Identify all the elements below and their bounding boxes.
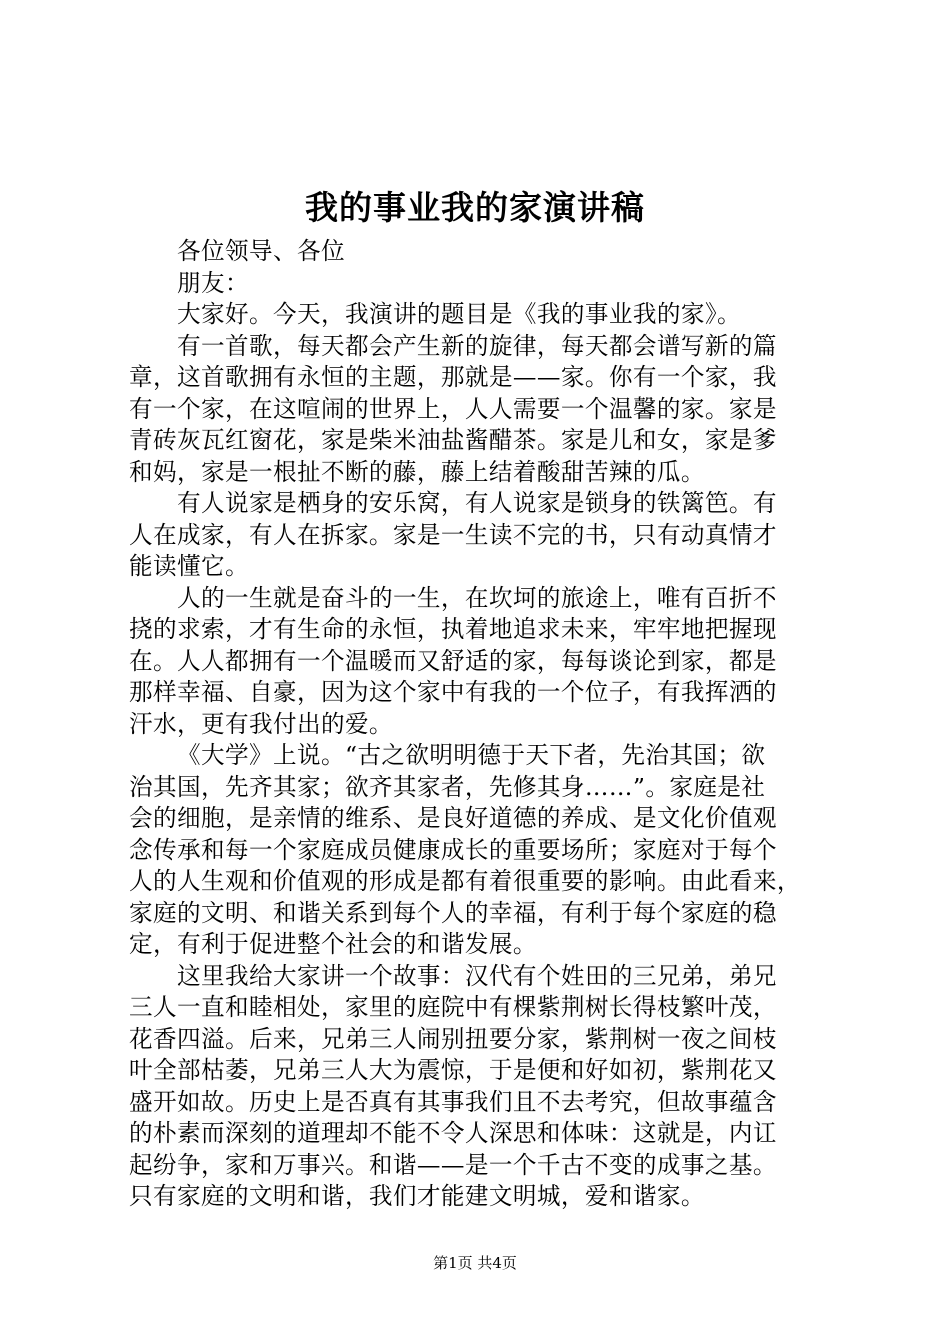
text-line: 念传承和每一个家庭成员健康成长的重要场所；家庭对于每个 [129,835,777,864]
text-line: 人的人生观和价值观的形成是都有着很重要的影响。由此看来， [129,867,801,895]
text-line: 治其国，先齐其家；欲齐其家者，先修其身……”。家庭是社 [129,772,766,801]
document-body [129,236,833,1213]
text-line: 汗水，更有我付出的爱。 [129,709,393,738]
text-line: 能读懂它。 [129,552,249,580]
text-line: 大家好。今天，我演讲的题目是《我的事业我的家》。 [177,300,742,328]
text-line: 挠的求索，才有生命的永恒，执着地追求未来，牢牢地把握现 [129,615,777,643]
text-line: 定，有利于促进整个社会的和谐发展。 [129,930,537,958]
text-line: 会的细胞，是亲情的维系、是良好道德的养成、是文化价值观 [129,804,777,832]
text-line: 人的一生就是奋斗的一生，在坎坷的旅途上，唯有百折不 [177,583,777,612]
text-line: 这里我给大家讲一个故事：汉代有个姓田的三兄弟，弟兄 [177,961,777,990]
text-line: 人在成家，有人在拆家。家是一生读不完的书，只有动真情才 [129,520,777,549]
text-line: 花香四溢。后来，兄弟三人闹别扭要分家，紫荆树一夜之间枝 [129,1024,777,1053]
text-line: 三人一直和睦相处，家里的庭院中有棵紫荆树长得枝繁叶茂， [129,993,777,1021]
text-line: 那样幸福、自豪，因为这个家中有我的一个位子，有我挥洒的 [129,678,777,706]
page-title: 我的事业我的家演讲稿 [305,188,645,227]
text-line: 青砖灰瓦红窗花，家是柴米油盐酱醋茶。家是儿和女，家是爹 [129,426,777,454]
text-line: 只有家庭的文明和谐，我们才能建文明城，爱和谐家。 [129,1182,705,1210]
text-line: 《大学》上说。“古之欲明明德于天下者，先治其国；欲 [177,741,766,769]
text-line: 在。人人都拥有一个温暖而又舒适的家，每每谈论到家，都是 [129,646,777,675]
text-line: 起纷争，家和万事兴。和谐——是一个千古不变的成事之基。 [129,1150,777,1179]
text-line: 朋友： [177,268,249,297]
text-line: 的朴素而深刻的道理却不能不令人深思和体味：这就是，内讧 [129,1119,777,1147]
text-line: 和妈，家是一根扯不断的藤，藤上结着酸甜苦辣的瓜。 [129,457,705,486]
text-line: 盛开如故。历史上是否真有其事我们且不去考究，但故事蕴含 [129,1087,777,1116]
page-footer: 第1页 共4页 [433,1254,517,1272]
text-line: 有人说家是栖身的安乐窝，有人说家是锁身的铁篱笆。有 [177,489,777,517]
text-line: 家庭的文明、和谐关系到每个人的幸福，有利于每个家庭的稳 [129,898,777,927]
text-line: 有一首歌，每天都会产生新的旋律，每天都会谱写新的篇 [177,331,777,360]
text-line: 叶全部枯萎，兄弟三人大为震惊，于是便和好如初，紫荆花又 [129,1056,777,1084]
text-line: 各位领导、各位 [177,237,345,265]
text-line: 章，这首歌拥有永恒的主题，那就是——家。你有一个家，我 [129,363,777,391]
text-line: 有一个家，在这喧闹的世界上，人人需要一个温馨的家。家是 [129,394,777,423]
